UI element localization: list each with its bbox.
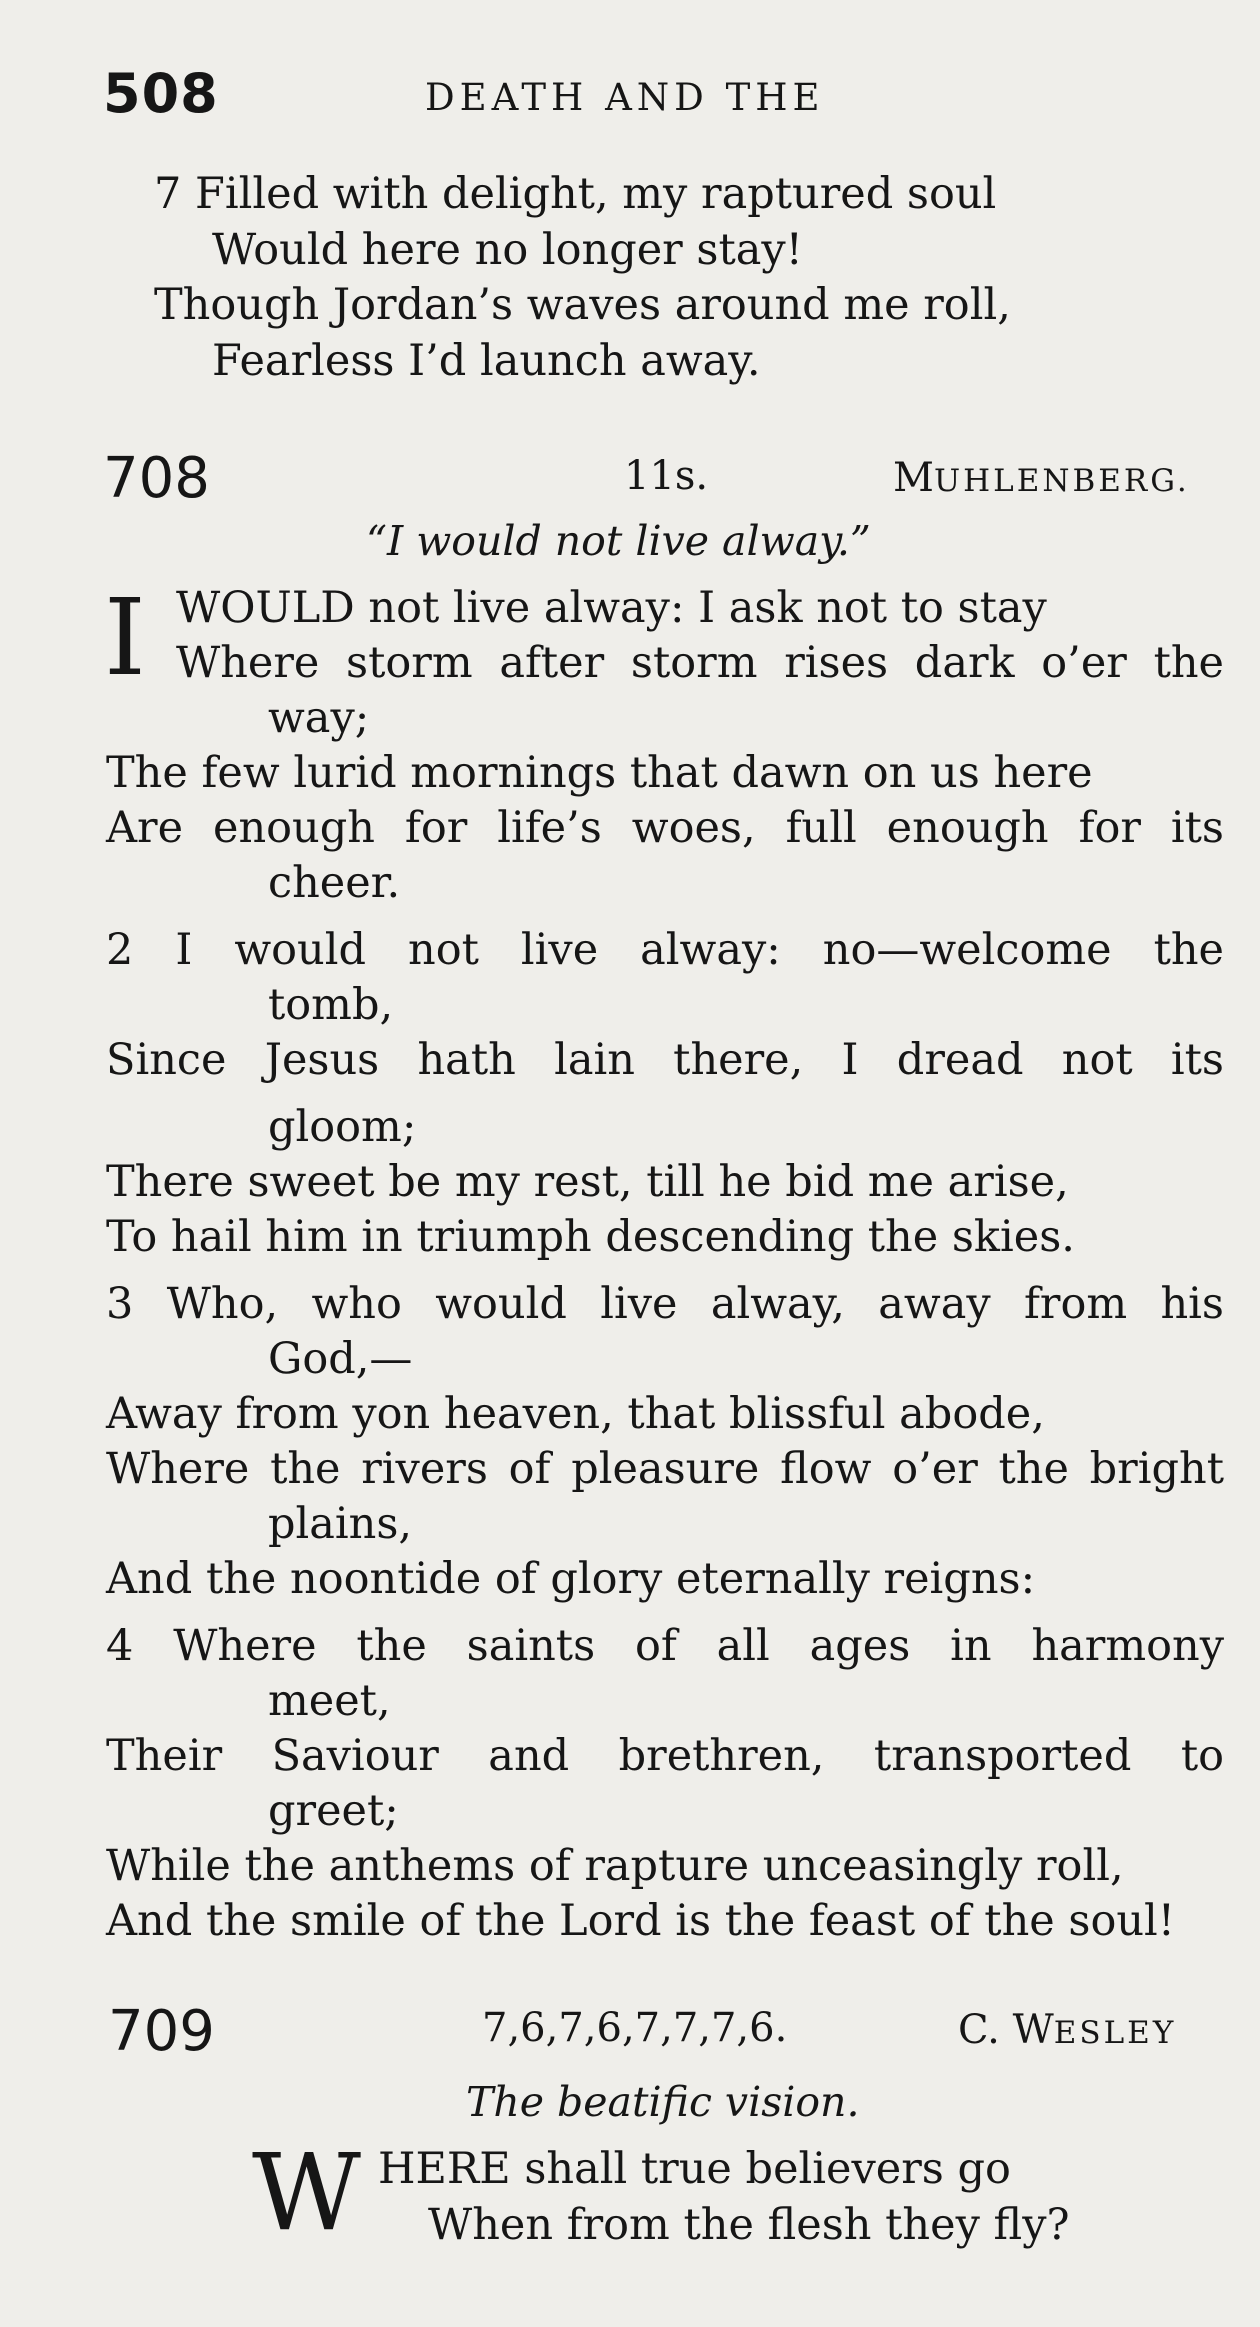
verse-line: And the smile of the Lord is the feast of the soul! [106, 1896, 1176, 1946]
verse-line: 3 Who, who would live alway, away from his [106, 1279, 1224, 1329]
verse-line: tomb, [268, 980, 394, 1030]
verse-line: way; [268, 693, 370, 743]
hymn-meter: 7,6,7,6,7,7,7,6. [482, 2005, 788, 2051]
tune-initial: M [893, 455, 934, 501]
verse-line: cheer. [268, 858, 401, 908]
verse-line: Would here no longer stay! [212, 225, 803, 275]
verse-line: Fearless I’d launch away. [212, 336, 761, 386]
page-number: 508 [103, 62, 219, 125]
hymn-subtitle: “I would not live alway.” [366, 517, 871, 565]
drop-cap: I [104, 576, 146, 699]
verse-line: Away from yon heaven, that blissful abode, [106, 1389, 1045, 1439]
verse-line: WOULD not live alway: I ask not to stay [176, 583, 1047, 633]
verse-line: greet; [268, 1786, 399, 1836]
tune-rest: ESLEY [1053, 2015, 1177, 2051]
verse-line: Where the rivers of pleasure flow o’er the bright [106, 1444, 1224, 1494]
verse-line: Their Saviour and brethren, transported to [106, 1731, 1224, 1781]
verse-line: God,— [268, 1334, 413, 1384]
verse-line: When from the flesh they fly? [428, 2200, 1070, 2250]
verse-line: 7 Filled with delight, my raptured soul [154, 169, 997, 219]
verse-line: To hail him in triumph descending the skies. [106, 1212, 1075, 1262]
hymn-number: 709 [108, 1999, 215, 2064]
verse-line: While the anthems of rapture unceasingly roll, [106, 1841, 1124, 1891]
verse-line: 4 Where the saints of all ages in harmony [106, 1621, 1224, 1671]
verse-line: The few lurid mornings that dawn on us here [106, 748, 1093, 798]
tune-rest: UHLENBERG. [933, 463, 1190, 499]
verse-line: HERE shall true believers go [378, 2144, 1011, 2194]
verse-line: gloom; [268, 1102, 417, 1152]
hymn-number: 708 [103, 446, 210, 511]
verse-line: plains, [268, 1499, 413, 1549]
hymn-tune-author [893, 455, 1190, 501]
hymn-meter: 11s. [624, 453, 709, 499]
running-title: DEATH AND THE [425, 76, 825, 119]
verse-line: And the noontide of glory eternally reigns: [106, 1554, 1036, 1604]
verse-line: meet, [268, 1676, 391, 1726]
verse-line: There sweet be my rest, till he bid me arise, [106, 1157, 1069, 1207]
hymn-subtitle: The beatific vision. [466, 2078, 860, 2126]
verse-line: Since Jesus hath lain there, I dread not its [106, 1035, 1224, 1085]
verse-line: Are enough for life’s woes, full enough for its [106, 803, 1224, 853]
tune-initial: C. W [958, 2007, 1054, 2053]
hymn-tune-author [958, 2007, 1177, 2053]
verse-line: Where storm after storm rises dark o’er the [176, 638, 1224, 688]
verse-line: 2 I would not live alway: no—welcome the [106, 925, 1224, 975]
drop-cap: W [252, 2131, 361, 2254]
verse-line: Though Jordan’s waves around me roll, [154, 280, 1011, 330]
